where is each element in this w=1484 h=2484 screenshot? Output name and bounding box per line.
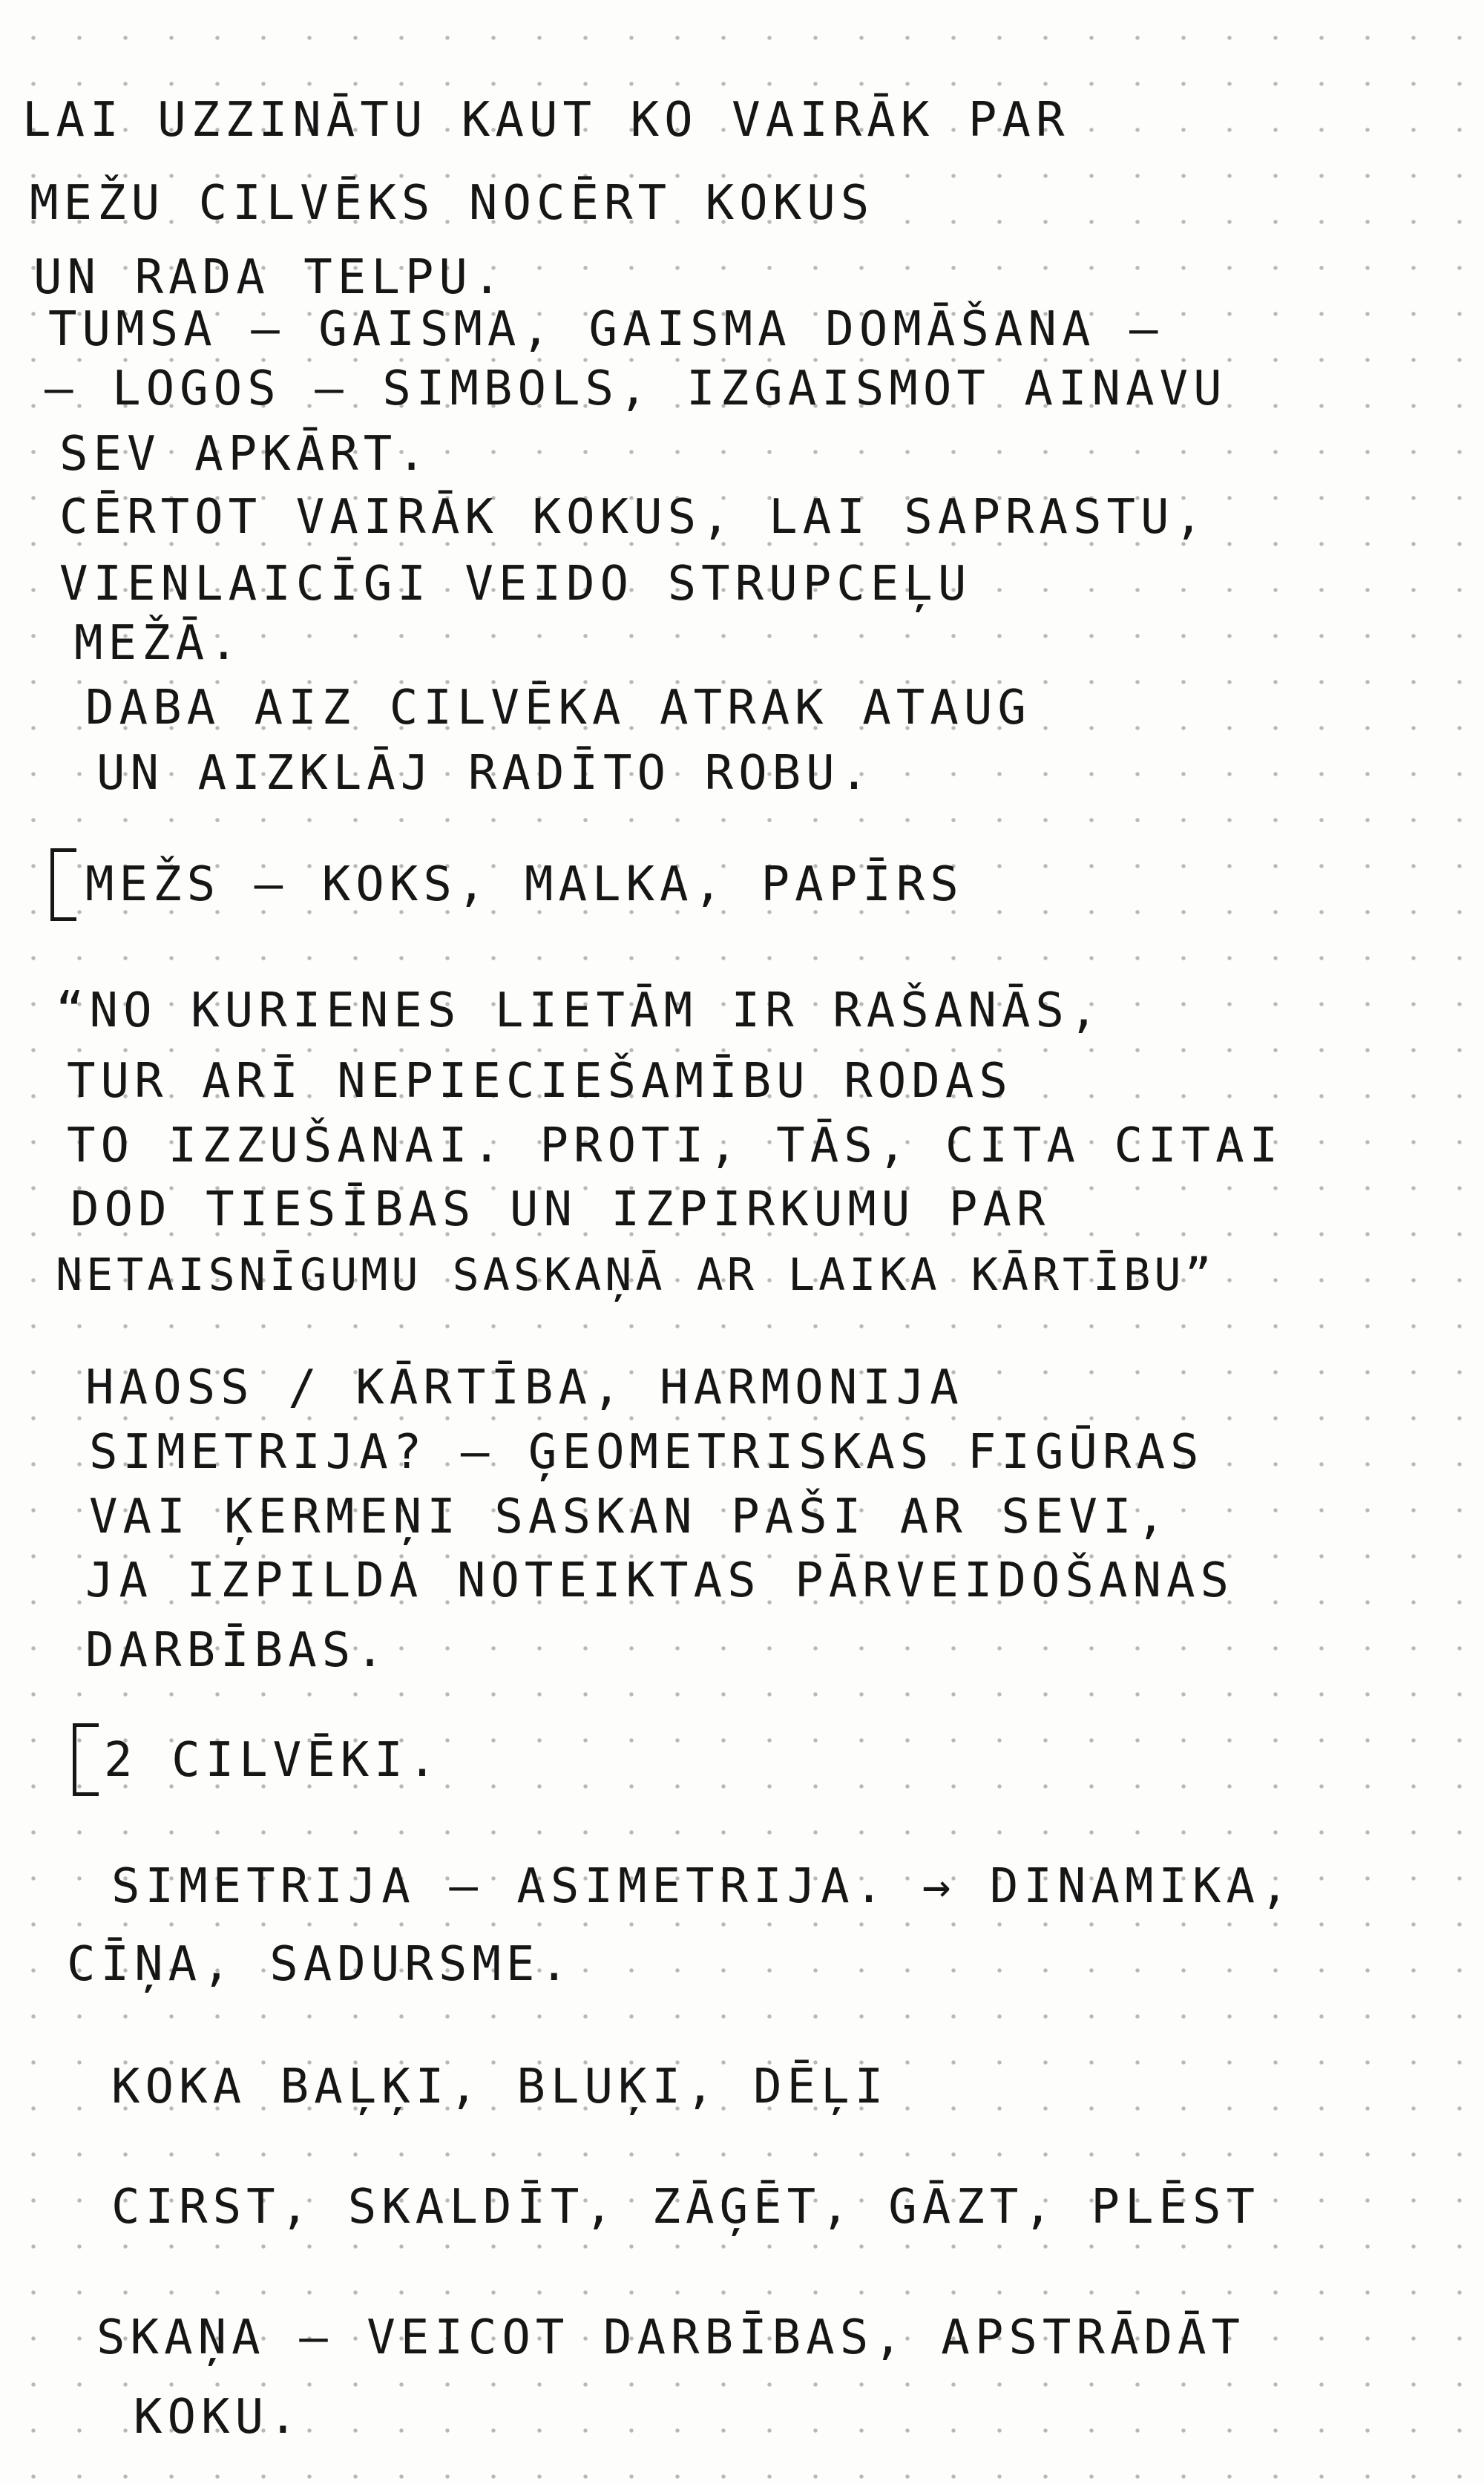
note-line-2: MEŽU CILVĒKS NOCĒRT KOKUS <box>30 176 875 231</box>
note-line-18: HAOSS / KĀRTĪBA, HARMONIJA <box>85 1360 964 1415</box>
note-line-12: MEŽS – KOKS, MALKA, PAPĪRS <box>85 857 964 912</box>
note-line-5: – LOGOS – SIMBOLS, IZGAISMOT AINAVU <box>45 361 1227 416</box>
note-line-16: DOD TIESĪBAS UN IZPIRKUMU PAR <box>70 1182 1051 1237</box>
note-line-9: MEŽĀ. <box>74 616 243 671</box>
note-line-11: UN AIZKLĀJ RADĪTO ROBU. <box>96 746 874 801</box>
note-line-29: KOKU. <box>134 2390 303 2445</box>
note-line-15: TO IZZUŠANAI. PROTI, TĀS, CITA CITAI <box>67 1118 1284 1173</box>
note-line-20: VAI ĶERMEŅI SASKAN PAŠI AR SEVI, <box>89 1490 1170 1544</box>
note-line-22: DARBĪBAS. <box>85 1623 390 1678</box>
note-line-3: UN RADA TELPU. <box>33 250 507 305</box>
note-line-4: TUMSA – GAISMA, GAISMA DOMĀŠANA – <box>48 302 1163 357</box>
note-line-25: CĪŅA, SADURSME. <box>67 1937 574 1992</box>
bracket-mark-2 <box>73 1723 99 1796</box>
note-line-28: SKAŅA – VEICOT DARBĪBAS, APSTRĀDĀT <box>96 2310 1246 2365</box>
bracket-mark <box>50 848 76 921</box>
note-line-8: VIENLAICĪGI VEIDO STRUPCEĻU <box>59 557 972 612</box>
note-line-27: CIRST, SKALDĪT, ZĀĢĒT, GĀZT, PLĒST <box>111 2180 1261 2235</box>
note-line-24: SIMETRIJA – ASIMETRIJA. → DINAMIKA, <box>111 1859 1294 1914</box>
note-line-1: LAI UZZINĀTU KAUT KO VAIRĀK PAR <box>22 93 1070 148</box>
note-line-6: SEV APKĀRT. <box>59 427 431 482</box>
note-line-17: NETAISNĪGUMU SASKAŅĀ AR LAIKA KĀRTĪBU” <box>56 1249 1215 1301</box>
note-line-14: TUR ARĪ NEPIECIEŠAMĪBU RODAS <box>67 1054 1013 1109</box>
note-line-21: JA IZPILDA NOTEIKTAS PĀRVEIDOŠANAS <box>85 1553 1235 1608</box>
note-line-19: SIMETRIJA? – ĢEOMETRISKAS FIGŪRAS <box>89 1425 1204 1480</box>
note-line-26: KOKA BAĻĶI, BLUĶI, DĒĻI <box>111 2059 889 2114</box>
note-line-13: “NO KURIENES LIETĀM IR RAŠANĀS, <box>56 983 1103 1038</box>
note-line-23: 2 CILVĒKI. <box>104 1733 442 1788</box>
note-line-7: CĒRTOT VAIRĀK KOKUS, LAI SAPRASTU, <box>59 490 1209 545</box>
note-line-10: DABA AIZ CILVĒKA ATRAK ATAUG <box>85 681 1031 735</box>
